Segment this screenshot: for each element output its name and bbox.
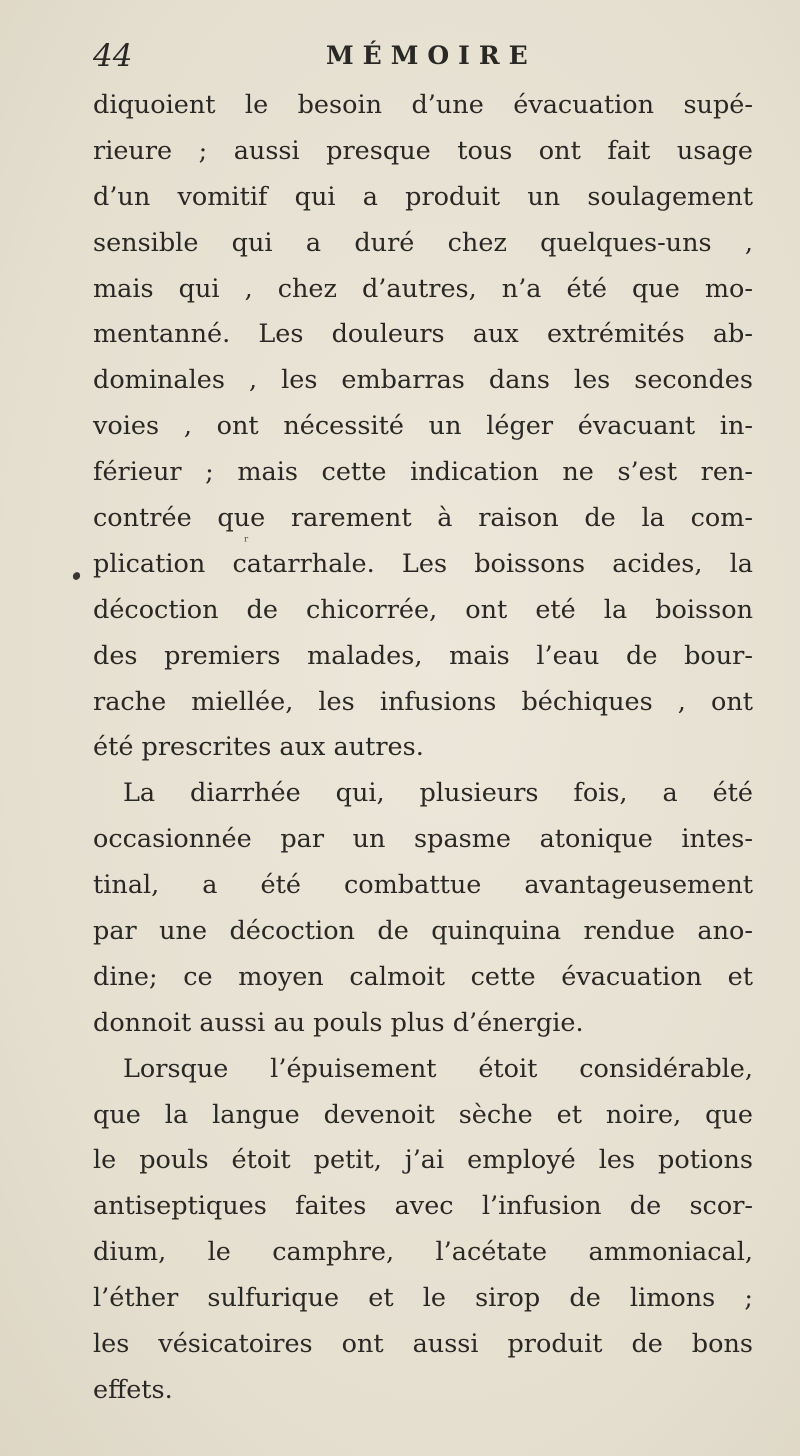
paragraph-start-line: La diarrhée qui, plusieurs fois, a été — [123, 778, 753, 809]
text-line: contrée que rarement à raison de la com- — [93, 503, 753, 534]
stray-accent-mark: ʳ — [244, 534, 249, 550]
paragraph-end-line: effets. — [93, 1374, 173, 1405]
text-line: décoction de chicorrée, ont eté la boisson — [93, 594, 753, 625]
text-line: l’éther sulfurique et le sirop de limons ; — [93, 1283, 753, 1314]
text-line: le pouls étoit petit, j’ai employé les potions — [93, 1145, 753, 1176]
running-title: MÉMOIRE — [326, 41, 537, 70]
text-line: mais qui , chez d’autres, n’a été que mo- — [93, 273, 753, 304]
paragraph-start-line: Lorsque l’épuisement étoit considérable, — [123, 1053, 753, 1084]
paragraph-end-line: donnoit aussi au pouls plus d’énergie. — [93, 1007, 584, 1038]
text-line: occasionnée par un spasme atonique intes- — [93, 824, 753, 855]
text-line: plication catarrhale. Les boissons acides, la — [93, 548, 753, 579]
body-text — [93, 83, 753, 1414]
text-line: tinal, a été combattue avantageusement — [93, 870, 753, 901]
text-line: dine; ce moyen calmoit cette évacuation et — [93, 961, 753, 992]
text-line: les vésicatoires ont aussi produit de bons — [93, 1329, 753, 1360]
text-line: antiseptiques faites avec l’infusion de scor- — [93, 1191, 753, 1222]
text-line: sensible qui a duré chez quelques-uns , — [93, 227, 753, 258]
text-line: dominales , les embarras dans les secondes — [93, 365, 753, 396]
text-line: rache miellée, les infusions béchiques , ont — [93, 686, 753, 717]
page-number: 44 — [93, 38, 133, 74]
text-line: diquoient le besoin d’une évacuation supé- — [93, 90, 753, 120]
text-line: rieure ; aussi presque tous ont fait usage — [93, 135, 753, 166]
text-line: des premiers malades, mais l’eau de bour- — [93, 640, 753, 671]
text-line: d’un vomitif qui a produit un soulagement — [93, 181, 753, 212]
text-line: que la langue devenoit sèche et noire, que — [93, 1099, 753, 1130]
running-head — [93, 36, 753, 76]
text-line: dium, le camphre, l’acétate ammoniacal, — [93, 1237, 753, 1268]
text-line: par une décoction de quinquina rendue ano- — [93, 916, 753, 947]
margin-ink-mark — [71, 571, 81, 581]
text-line: mentanné. Les douleurs aux extrémités ab- — [93, 319, 753, 350]
paragraph-end-line: été prescrites aux autres. — [93, 732, 424, 763]
text-line: férieur ; mais cette indication ne s’est ren- — [93, 457, 753, 488]
text-line: voies , ont nécessité un léger évacuant in- — [93, 411, 753, 442]
